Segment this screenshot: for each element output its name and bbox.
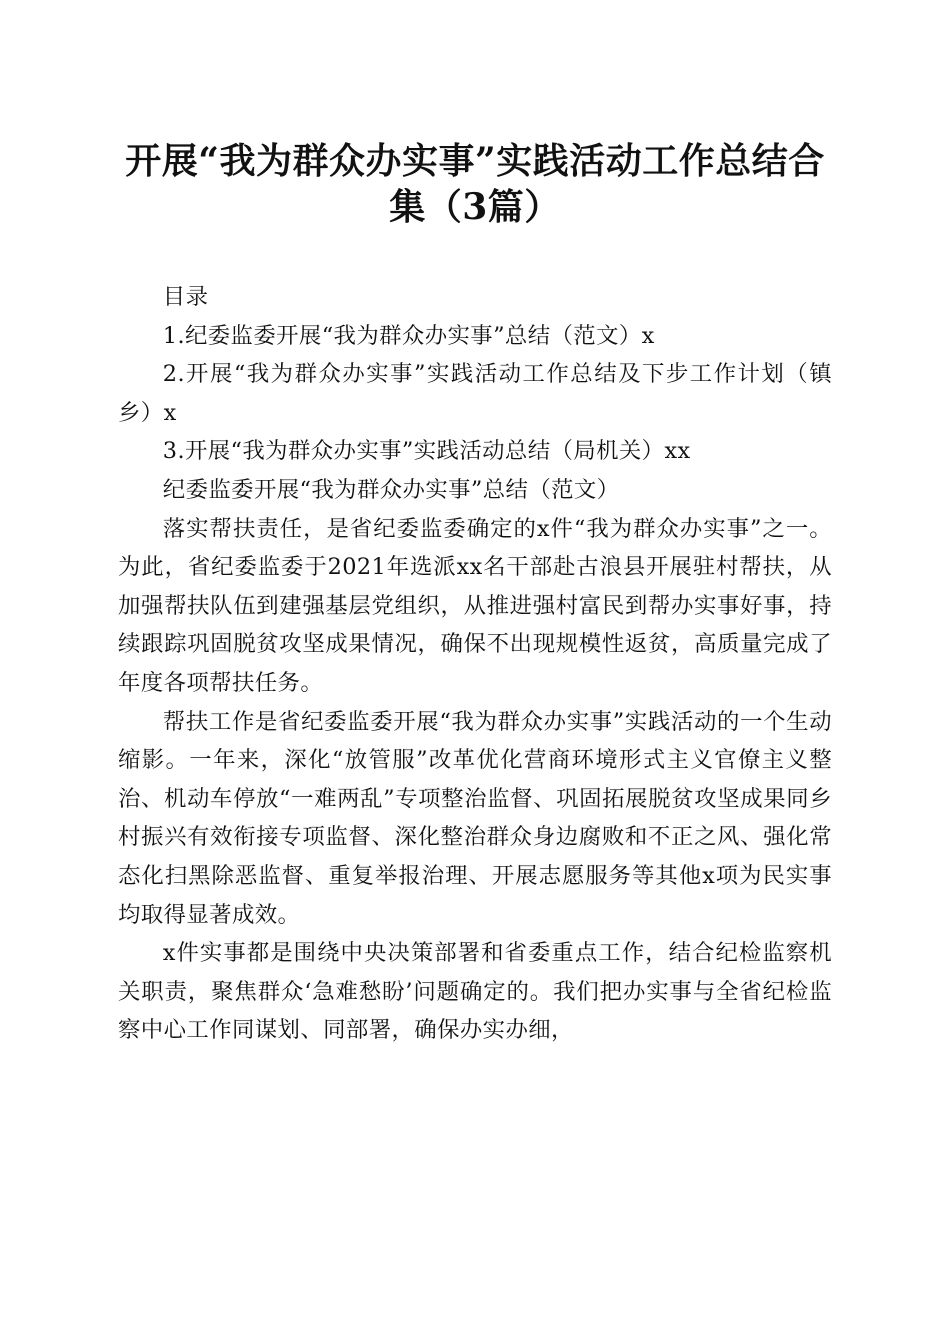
toc-item-2: 2.开展“我为群众办实事”实践活动工作总结及下步工作计划（镇乡）x (118, 361, 832, 426)
toc-heading: 目录 (162, 284, 209, 310)
title-line-2: 集（3篇） (389, 186, 561, 228)
title-line-1: 开展“我为群众办实事”实践活动工作总结合 (125, 140, 825, 182)
paragraph-2: 帮扶工作是省纪委监委开展“我为群众办实事”实践活动的一个生动缩影。一年来，深化“放管服”改革优化营商环境形式主义官僚主义整治、机动车停放“一难两乱”专项整治监督、巩固拓展脱贫攻坚成果同乡村振兴有效衔接专项监督、深化整治群众身边腐败和不正之风、强化常态化扫黑除恶监督、重复举报治理、开展志愿服务等其他x项为民实事均取得显著成效。 (118, 708, 832, 928)
paragraph-3: x件实事都是围绕中央决策部署和省委重点工作，结合纪检监察机关职责，聚焦群众‘急难愁盼’问题确定的。我们把办实事与全省纪检监察中心工作同谋划、同部署，确保办实办细， (118, 940, 832, 1044)
section-title: 纪委监委开展“我为群众办实事”总结（范文） (162, 476, 620, 503)
document-body (118, 278, 832, 1050)
document-title (100, 138, 850, 230)
toc-item-3: 3.开展“我为群众办实事”实践活动总结（局机关）xx (162, 438, 691, 465)
paragraph-1: 落实帮扶责任，是省纪委监委确定的x件“我为群众办实事”之一。为此，省纪委监委于2021年选派xx名干部赴古浪县开展驻村帮扶，从加强帮扶队伍到建强基层党组织，从推进强村富民到帮办实事好事，持续跟踪巩固脱贫攻坚成果情况，确保不出现规模性返贫，高质量完成了年度各项帮扶任务。 (118, 515, 832, 696)
toc-item-1: 1.纪委监委开展“我为群众办实事”总结（范文）x (162, 322, 655, 349)
